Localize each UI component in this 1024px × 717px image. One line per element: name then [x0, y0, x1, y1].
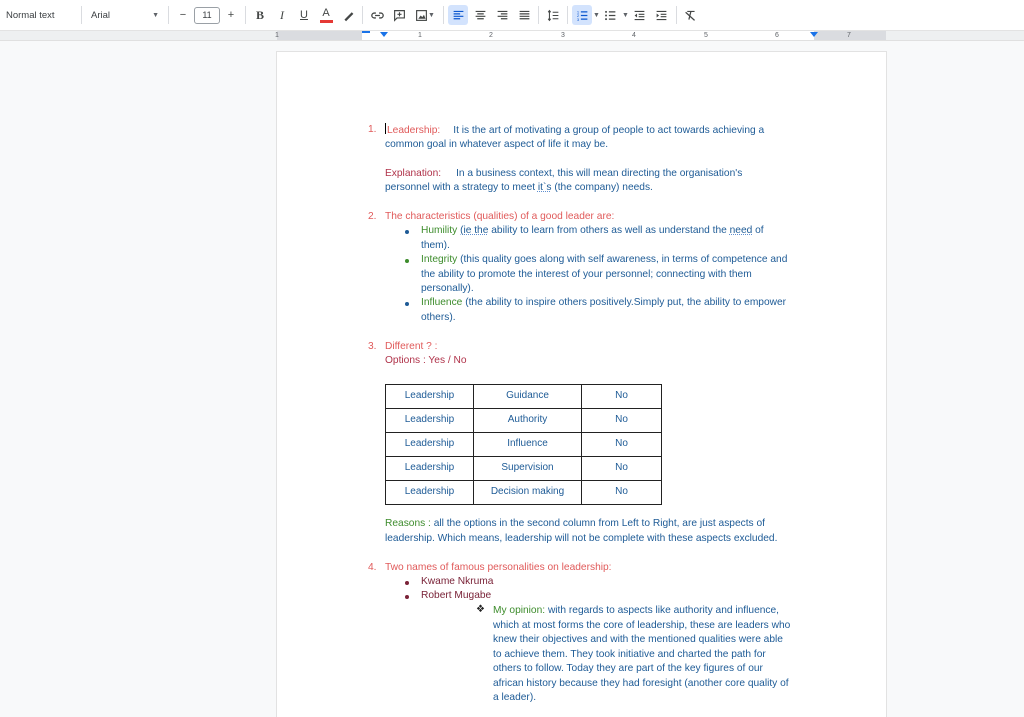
table-cell[interactable]: No [582, 457, 662, 481]
options-line: Options : Yes / No [385, 355, 467, 366]
paragraph-explanation[interactable] [385, 167, 742, 182]
table-cell[interactable]: Decision making [474, 481, 582, 505]
leadership-text: It is the art of motivating a group of people to act towards achieving a [453, 125, 765, 136]
bullet-dot [405, 302, 409, 306]
influence-text: (the ability to inspire others positively.Simply put, the ability to empower [462, 297, 787, 308]
different-heading: Different ? : [385, 341, 438, 352]
humility-line-2: them). [421, 240, 450, 251]
toolbar-divider [538, 6, 539, 24]
ruler-number: 5 [704, 32, 708, 39]
opinion-line: which at most forms the core of leadership, these are leaders who [493, 620, 791, 631]
right-indent-marker[interactable] [810, 32, 818, 37]
name-kwame-nkruma: Kwame Nkruma [421, 576, 494, 587]
explanation-text-b: (the company) needs. [551, 182, 653, 193]
ruler-number: 4 [632, 32, 636, 39]
table-row [386, 385, 662, 409]
bullet-dot [405, 259, 409, 263]
characteristics-heading: The characteristics (qualities) of a good leader are: [385, 211, 615, 222]
table-row [386, 433, 662, 457]
horizontal-ruler[interactable] [0, 31, 1024, 41]
numbered-list-icon [576, 9, 589, 22]
align-left-button[interactable] [448, 5, 468, 25]
explanation-line-2 [385, 181, 653, 196]
ruler-number: 3 [561, 32, 565, 39]
table-row [386, 457, 662, 481]
document-page[interactable] [277, 52, 886, 717]
reasons-label: Reasons : [385, 518, 431, 529]
formatting-toolbar [0, 0, 1024, 31]
numbered-list-button[interactable] [572, 5, 592, 25]
bold-button[interactable]: B [255, 7, 264, 22]
humility-text: ability to learn from others as well as understand the [488, 225, 730, 236]
table-cell[interactable]: Leadership [386, 385, 474, 409]
table-cell[interactable]: Authority [474, 409, 582, 433]
toolbar-divider [567, 6, 568, 24]
spelling-suggestion[interactable]: it`s [537, 182, 552, 193]
ruler-number: 7 [847, 32, 851, 39]
table-cell[interactable]: Leadership [386, 481, 474, 505]
justify-button[interactable] [514, 5, 534, 25]
toolbar-divider [443, 6, 444, 24]
list-number: 2. [368, 211, 377, 222]
opinion-line: others to follow. Today they are part of the key figures of our [493, 663, 763, 674]
increase-indent-button[interactable] [652, 5, 672, 25]
text-cursor [385, 123, 386, 134]
add-comment-button[interactable] [389, 5, 409, 25]
ruler-left-margin [277, 31, 362, 40]
bulleted-list-icon [604, 9, 617, 22]
leadership-label: Leadership: [387, 125, 441, 136]
integrity-item [421, 253, 787, 268]
integrity-label: Integrity [421, 254, 458, 265]
underline-button[interactable]: U [300, 9, 308, 21]
paragraph-style-value: Normal text [6, 9, 55, 21]
font-family-dropdown[interactable] [85, 5, 165, 25]
table-cell[interactable]: Leadership [386, 457, 474, 481]
chevron-down-icon: ▼ [428, 11, 435, 19]
italic-button[interactable]: I [280, 7, 284, 22]
integrity-line-2: the ability to promote the interest of your personnel; connecting with them [421, 269, 752, 280]
text-color-icon: A [322, 6, 330, 19]
table-row [386, 409, 662, 433]
chevron-down-icon[interactable]: ▼ [621, 11, 629, 19]
clear-formatting-button[interactable] [681, 5, 701, 25]
clear-formatting-icon [684, 9, 697, 22]
font-family-value: Arial [91, 9, 111, 21]
font-size-input[interactable]: 11 [194, 7, 220, 24]
list-number: 4. [368, 562, 377, 573]
toolbar-divider [676, 6, 677, 24]
leadership-table[interactable] [385, 384, 662, 505]
paragraph-leadership[interactable] [385, 123, 764, 139]
table-cell[interactable]: Guidance [474, 385, 582, 409]
align-center-icon [474, 9, 487, 22]
table-cell[interactable]: Supervision [474, 457, 582, 481]
table-cell[interactable]: No [582, 409, 662, 433]
svg-text:1: 1 [576, 8, 579, 14]
list-number: 1. [368, 124, 377, 135]
align-right-button[interactable] [492, 5, 512, 25]
explanation-label: Explanation: [385, 168, 442, 179]
opinion-text: with regards to aspects like authority and influence, [545, 605, 779, 616]
personalities-heading: Two names of famous personalities on leadership: [385, 562, 612, 573]
text-color-swatch [320, 20, 333, 23]
ruler-number: 2 [489, 32, 493, 39]
highlighter-icon [342, 9, 355, 22]
opinion-line: knew their objectives and with the mentioned qualities were able [493, 634, 783, 645]
table-row [386, 481, 662, 505]
line-spacing-icon [547, 9, 560, 22]
justify-icon [518, 9, 531, 22]
explanation-text: In a business context, this will mean directing the organisation's [456, 168, 743, 179]
left-indent-marker[interactable] [380, 32, 388, 37]
list-number: 3. [368, 341, 377, 352]
highlight-color-button[interactable] [338, 5, 358, 25]
toolbar-divider [362, 6, 363, 24]
name-robert-mugabe: Robert Mugabe [421, 590, 492, 601]
toolbar-divider [245, 6, 246, 24]
increase-font-size-button[interactable]: + [227, 9, 235, 21]
explanation-text-a: personnel with a strategy to meet [385, 182, 538, 193]
reasons-paragraph [385, 517, 765, 532]
increase-indent-icon [655, 9, 668, 22]
image-icon [415, 9, 428, 22]
diamond-bullet-icon: ❖ [476, 604, 485, 615]
spelling-suggestion[interactable]: (ie the [460, 225, 489, 236]
influence-line-2: others). [421, 312, 456, 323]
table-cell[interactable]: Leadership [386, 409, 474, 433]
humility-text-end: of [752, 225, 764, 236]
link-icon [371, 9, 384, 22]
spelling-suggestion[interactable]: need [729, 225, 753, 236]
chevron-down-icon: ▼ [152, 11, 159, 19]
insert-link-button[interactable] [367, 5, 387, 25]
opinion-line: a leader). [493, 692, 537, 703]
bullet-dot [405, 581, 409, 585]
table-cell[interactable]: No [582, 481, 662, 505]
toolbar-divider [168, 6, 169, 24]
integrity-line-3: personally). [421, 283, 474, 294]
chevron-down-icon[interactable]: ▼ [593, 11, 600, 19]
ruler-number: 1 [418, 32, 422, 39]
influence-item [421, 296, 786, 311]
insert-image-button[interactable] [411, 5, 439, 25]
svg-text:3: 3 [576, 16, 579, 22]
table-cell[interactable]: No [582, 385, 662, 409]
table-cell[interactable]: Leadership [386, 433, 474, 457]
opinion-line: african history because they had foresight (another core quality of [493, 678, 789, 689]
text-color-button[interactable] [316, 5, 336, 25]
align-left-icon [452, 9, 465, 22]
ruler-number: 6 [775, 32, 779, 39]
svg-text:2: 2 [576, 12, 579, 18]
reasons-line-2: leadership. Which means, leadership will not be complete with these aspects excluded. [385, 533, 778, 544]
bullet-dot [405, 595, 409, 599]
bullet-dot [405, 230, 409, 234]
decrease-font-size-button[interactable]: − [179, 9, 187, 21]
first-line-indent-marker[interactable] [362, 31, 370, 33]
integrity-text: (this quality goes along with self awareness, in terms of competence and [457, 254, 788, 265]
align-center-button[interactable] [470, 5, 490, 25]
opinion-label: My opinion: [493, 605, 546, 616]
opinion-line: to achieve them. They took initiative and charted the path for [493, 649, 766, 660]
humility-label: Humility [421, 225, 458, 236]
align-right-icon [496, 9, 509, 22]
reasons-text: all the options in the second column from Left to Right, are just aspects of [430, 518, 765, 529]
table-cell[interactable]: Influence [474, 433, 582, 457]
table-cell[interactable]: No [582, 433, 662, 457]
opinion-paragraph [493, 604, 779, 619]
ruler-number: 1 [275, 32, 279, 39]
leadership-line-2: common goal in whatever aspect of life it may be. [385, 139, 609, 150]
toolbar-divider [81, 6, 82, 24]
bulleted-list-button[interactable] [601, 5, 621, 25]
paragraph-style-dropdown[interactable] [0, 5, 78, 25]
line-spacing-button[interactable] [543, 5, 563, 25]
comment-icon [393, 9, 406, 22]
influence-label: Influence [421, 297, 463, 308]
decrease-indent-button[interactable] [630, 5, 650, 25]
decrease-indent-icon [633, 9, 646, 22]
humility-item [421, 224, 764, 239]
